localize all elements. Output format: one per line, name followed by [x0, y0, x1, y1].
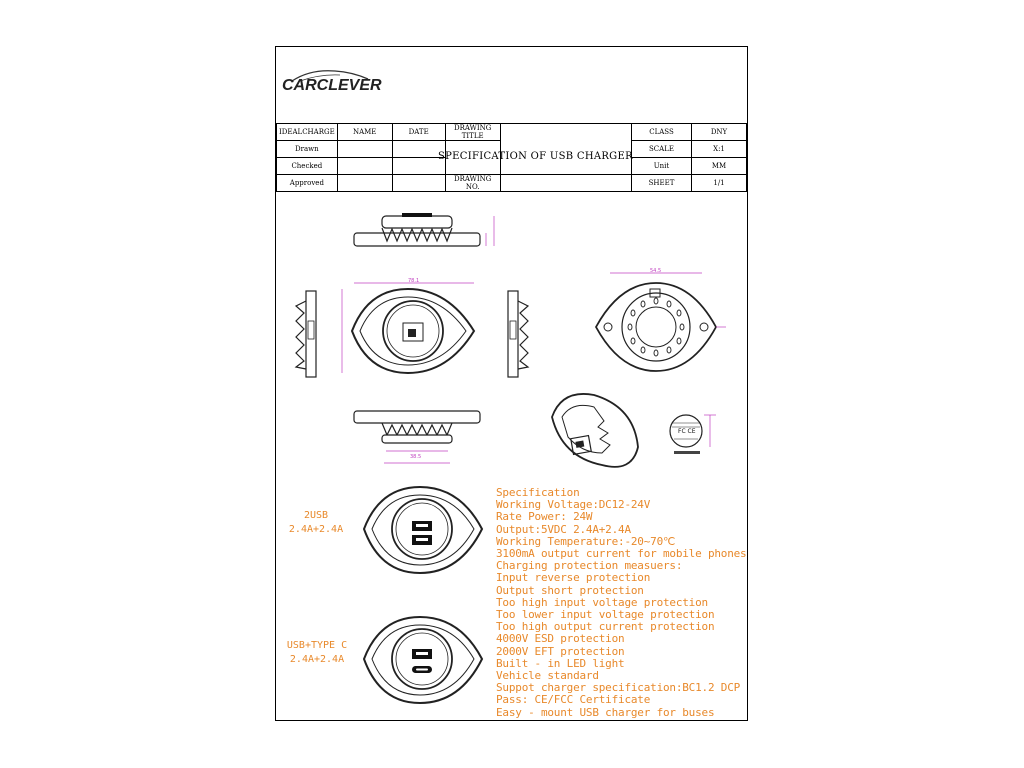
spec-line: Output short protection — [496, 583, 644, 597]
spec-line: Charging protection measuers: — [496, 559, 683, 573]
spec-line: Built - in LED light — [496, 656, 625, 670]
spec-line: Too high output current protection — [496, 620, 715, 634]
class-value: DNY — [692, 124, 747, 141]
spec-line: 2000V EFT protection — [496, 644, 625, 658]
logo: CARCLEVER — [282, 77, 382, 94]
sheet-value: 1/1 — [692, 175, 747, 192]
spec-line: Working Voltage:DC12-24V — [496, 498, 651, 512]
drawing-no-value — [500, 175, 631, 192]
company-name: IDEALCHARGE — [277, 124, 338, 141]
spec-line: Suppot charger specification:BC1.2 DCP — [496, 681, 741, 695]
approved-name-cell — [337, 175, 392, 192]
spec-line: 3100mA output current for mobile phones — [496, 547, 747, 561]
svg-text:78.1: 78.1 — [408, 278, 420, 284]
col-name-header: NAME — [337, 124, 392, 141]
perspective-view — [542, 387, 652, 477]
sheet-label: SHEET — [632, 175, 692, 192]
drawing-sheet — [275, 46, 748, 721]
drawing-title-placeholder — [500, 124, 631, 175]
row-checked: Checked — [277, 158, 338, 175]
spec-line: Input reverse protection — [496, 571, 651, 585]
drawn-name-cell — [337, 141, 392, 158]
svg-text:38.5: 38.5 — [410, 454, 422, 460]
top-side-view — [354, 213, 504, 253]
variant-label-usb-typec — [280, 639, 354, 667]
certification-label — [668, 409, 728, 469]
variant-label-2usb — [286, 509, 346, 537]
left-side-view — [294, 291, 324, 381]
spec-line: Pass: CE/FCC Certificate — [496, 693, 651, 707]
spec-line: Easy - mount USB charger for buses — [496, 705, 715, 719]
drawing-title: SPECIFICATION OF USB CHARGER — [438, 151, 633, 162]
approved-date-cell — [392, 175, 445, 192]
variant-2usb-drawing — [360, 483, 490, 579]
spec-line: Vehicle standard — [496, 669, 599, 683]
spec-line: Too high input voltage protection — [496, 595, 708, 609]
specification-list — [496, 487, 746, 719]
checked-name-cell — [337, 158, 392, 175]
front-view — [348, 278, 488, 385]
svg-text:54.5: 54.5 — [650, 268, 662, 274]
variant-2usb-line2: 2.4A+2.4A — [288, 524, 344, 535]
variant-usb-typec-drawing — [360, 613, 490, 709]
row-approved: Approved — [277, 175, 338, 192]
right-side-view — [506, 291, 536, 381]
variant-usbc-line2: 2.4A+2.4A — [289, 654, 345, 665]
variant-2usb-line1: 2USB — [303, 510, 329, 521]
spec-line: Rate Power: 24W — [496, 510, 593, 524]
spec-line: Too lower input voltage protection — [496, 608, 715, 622]
drawing-title-label: DRAWING TITLE — [445, 124, 500, 141]
scale-label: SCALE — [632, 141, 692, 158]
unit-label: Unit — [632, 158, 692, 175]
back-view — [590, 269, 730, 379]
bottom-side-view — [354, 411, 494, 471]
svg-text:FC CE: FC CE — [678, 428, 696, 435]
variant-usbc-line1: USB+TYPE C — [286, 640, 348, 651]
spec-heading: Specification — [496, 486, 580, 499]
drawing-no-label: DRAWING NO. — [445, 175, 500, 192]
row-drawn: Drawn — [277, 141, 338, 158]
class-label: CLASS — [632, 124, 692, 141]
spec-line: Working Temperature:-20~70℃ — [496, 534, 676, 548]
spec-line: Output:5VDC 2.4A+2.4A — [496, 522, 631, 536]
spec-line: 4000V ESD protection — [496, 632, 625, 646]
scale-value: X:1 — [692, 141, 747, 158]
unit-value: MM — [692, 158, 747, 175]
col-date-header: DATE — [392, 124, 445, 141]
